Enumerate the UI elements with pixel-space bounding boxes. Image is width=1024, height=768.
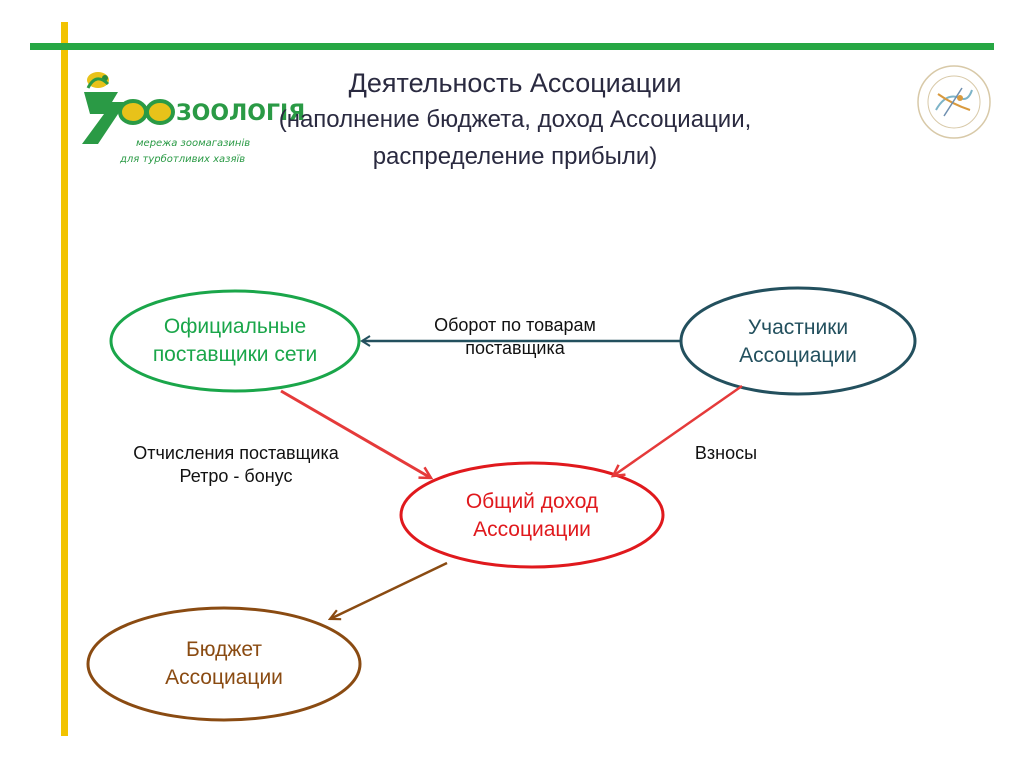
edge-label-deductions-line2: Ретро - бонус — [179, 466, 293, 486]
node-suppliers — [111, 313, 359, 369]
node-budget-line2: Ассоциации — [165, 666, 283, 689]
node-budget — [88, 636, 360, 692]
title-subtitle-1: (наполнение бюджета, доход Ассоциации, — [278, 106, 752, 133]
edge-label-deductions — [102, 442, 370, 488]
node-members-line2: Ассоциации — [739, 344, 857, 367]
node-members — [681, 314, 915, 370]
edge-label-turnover — [396, 314, 634, 360]
node-members-line1: Участники — [747, 316, 849, 339]
logo-tagline-2: для турботливих хазяїв — [120, 154, 246, 165]
node-suppliers-line1: Официальные — [163, 315, 307, 338]
node-budget-line1: Бюджет — [186, 638, 262, 661]
node-income — [401, 488, 663, 544]
node-income-line1: Общий доход — [465, 490, 599, 513]
arrow-income-to-budget — [330, 563, 447, 619]
title-main: Деятельность Ассоциации — [348, 68, 682, 98]
node-income-line2: Ассоциации — [473, 518, 591, 541]
edge-label-fees: Взносы — [694, 443, 758, 463]
edge-label-deductions-line1: Отчисления поставщика — [133, 443, 339, 463]
edge-label-turnover-line2: поставщика — [465, 338, 565, 358]
logo-brand-text: ЗООЛОГІЯ — [176, 101, 306, 126]
node-suppliers-line2: поставщики сети — [152, 343, 318, 366]
logo-tagline-1: мережа зоомагазинів — [136, 138, 251, 149]
edge-label-turnover-line1: Оборот по товарам — [434, 315, 596, 335]
title-subtitle-2: распределение прибыли) — [372, 143, 658, 170]
